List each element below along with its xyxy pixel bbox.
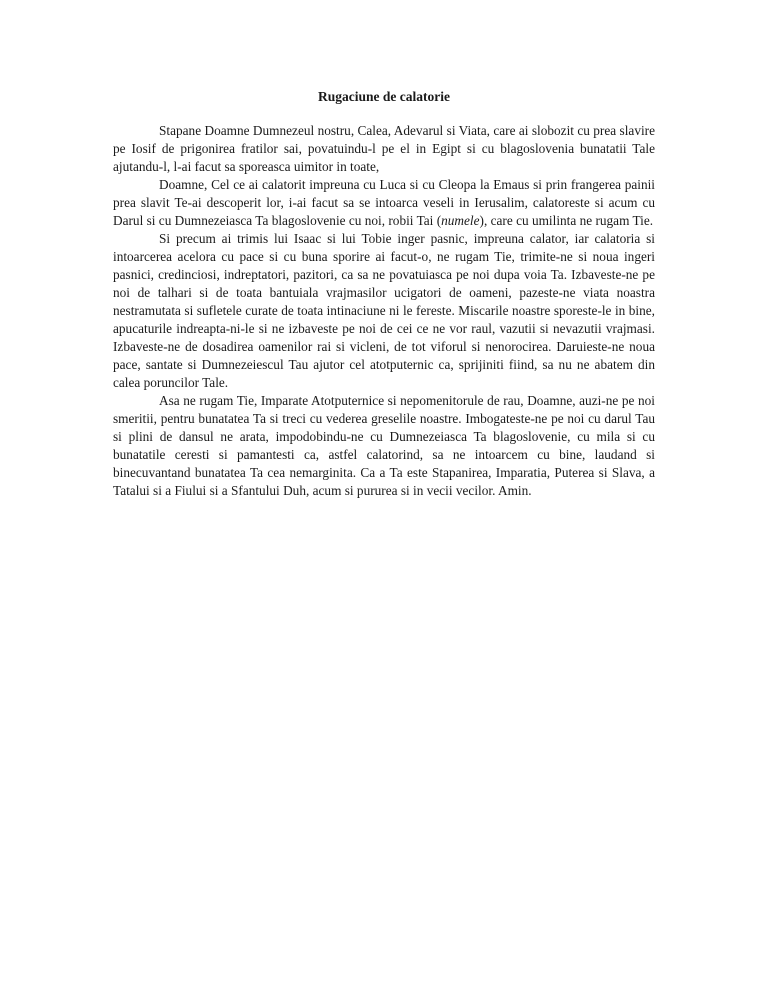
paragraph-2-italic: numele [441, 213, 480, 228]
document-title: Rugaciune de calatorie [318, 89, 450, 104]
document-page [113, 88, 655, 500]
paragraph-1-text: Stapane Doamne Dumnezeul nostru, Calea, Adevarul si Viata, care ai slobozit cu prea slavire pe Iosif de prigonirea fratilor sai, povatuindu-l pe el in Egipt si cu blagoslovenia bunatatii Tale ajutandu-l, l-ai facut sa sporeasca uimitor in toate, [113, 123, 655, 174]
paragraph-3 [113, 230, 655, 392]
paragraph-2-after: ), care cu umilinta ne rugam Tie. [479, 213, 654, 228]
paragraph-4-text: Asa ne rugam Tie, Imparate Atotputernice si nepomenitorule de rau, Doamne, auzi-ne pe noi smeritii, pentru bunatatea Ta si treci cu vederea greselile noastre. Imbogateste-ne pe noi cu darul Tau si plini de dansul ne arata, impodobindu-ne cu Dumnezeiasca Ta blagoslovenie, cu mila si cu bunatatile ceresti si pamantesti ca, astfel calatorind, sa ne intoarcem cu bine, laudand si binecuvantand bunatatea Ta cea nemarginita. Ca a Ta este Stapanirea, Imparatia, Puterea si Slava, a Tatalui si a Fiului si a Sfantului Duh, acum si pururea si in vecii vecilor. Amin. [113, 393, 655, 498]
paragraph-2 [113, 176, 655, 230]
paragraph-1 [113, 122, 655, 176]
paragraph-3-text: Si precum ai trimis lui Isaac si lui Tobie inger pasnic, impreuna calator, iar calatoria si intoarcerea acelora cu pace si cu buna sporire ai facut-o, ne rugam Tie, trimite-ne si noua ingeri pasnici, credinciosi, indreptatori, pazitori, ca sa ne povatuiasca pe noi dupa voia Ta. Izbaveste-ne pe noi de talhari si de toata bantuiala vrajmasilor ucigatori de oameni, pazeste-ne viata noastra nestramutata si sufletele curate de toata intinaciune ni le fereste. Miscarile noastre sporeste-le in bine, apucaturile indreapta-ni-le si ne izbaveste pe noi de cei ce ne vor raul, vazutii si nevazutii vrajmasi. Izbaveste-ne de dosadirea oamenilor rai si vicleni, de tot viforul si nenorocirea. Daruieste-ne noua pace, santate si Dumnezeiescul Tau ajutor cel atotputernic ca, sprijiniti fiind, sa nu ne abatem din calea poruncilor Tale. [113, 231, 655, 390]
paragraph-2-text: Doamne, Cel ce ai calatorit impreuna cu Luca si cu Cleopa la Emaus si prin frangerea painii prea slavit Te-ai descoperit lor, i-ai facut sa se intoarca veseli in Ierusalim, calatoreste si acum cu Darul si cu Dumnezeiasca Ta blagoslovenie cu noi, robii Tai ( [113, 177, 655, 228]
paragraph-4 [113, 392, 655, 500]
